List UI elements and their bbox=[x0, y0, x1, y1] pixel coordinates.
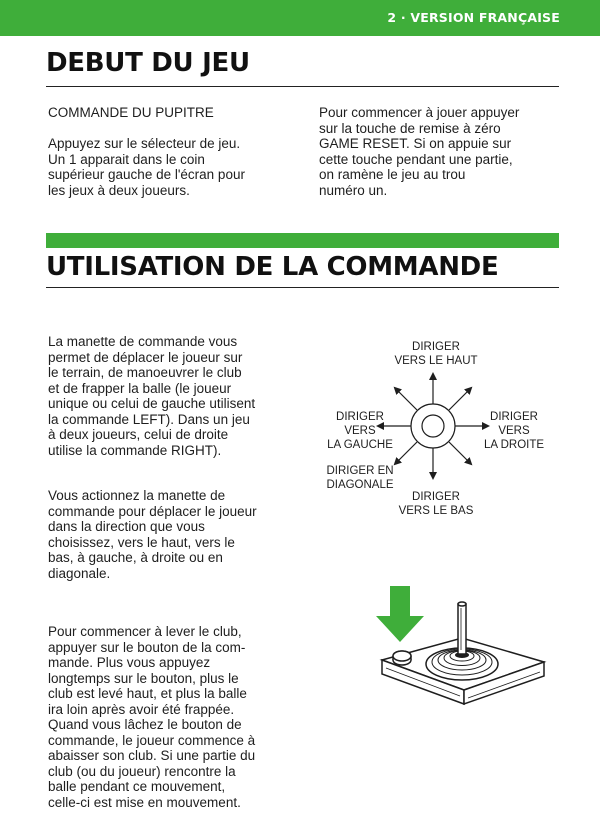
paragraph-direction: Vous actionnez la manette de commande pour déplacer le joueur dans la direction que vous choisissez, vers le haut, vers le bas, à gauche, à droite ou en diagonale. bbox=[48, 488, 257, 581]
joystick-icon bbox=[372, 580, 572, 710]
label-right: DIRIGER VERS LA DROITE bbox=[483, 411, 545, 451]
label-up: DIRIGER VERS LE HAUT bbox=[394, 341, 478, 367]
title-underline bbox=[46, 287, 559, 288]
section-title-utilisation: UTILISATION DE LA COMMANDE bbox=[46, 252, 499, 282]
section-title-debut: DEBUT DU JEU bbox=[46, 48, 250, 78]
paragraph-manette: La manette de commande vous permet de déplacer le joueur sur le terrain, de manoeuvrer le club et de frapper la balle (le joueur unique ou celui de gauche utilisent la commande LEFT). Dans un jeu à deux joueurs, celui de droite utilise la commande RIGHT). bbox=[48, 334, 256, 458]
center-ring-inner bbox=[422, 415, 444, 437]
arrow-downright-icon bbox=[449, 442, 471, 464]
paragraph-club: Pour commencer à lever le club, appuyer sur le bouton de la com- mande. Plus vous appuyez longtemps sur le bouton, plus le club est levé haut, et plus la balle ira loin après avoir été frappée. Quand vous lâchez le bouton de commande, le joueur commence à abaisser son club. Si une partie du club (ou du joueur) rencontre la balle pendant ce mouvement, celle-ci est mise en mouvement. bbox=[48, 624, 256, 810]
center-ring-outer bbox=[411, 404, 455, 448]
label-left: DIRIGER VERS LA GAUCHE bbox=[327, 411, 393, 451]
arrow-upright-icon bbox=[449, 388, 471, 410]
label-down: DIRIGER VERS LE BAS bbox=[398, 491, 474, 517]
green-divider-bar bbox=[46, 233, 559, 248]
paragraph-selecteur: Appuyez sur le sélecteur de jeu. Un 1 apparait dans le coin supérieur gauche de l'écran pour les jeux à deux joueurs. bbox=[48, 136, 245, 198]
label-diagonal: DIRIGER EN DIAGONALE bbox=[326, 465, 394, 491]
title-underline bbox=[46, 86, 559, 87]
subtitle-commande-pupitre: COMMANDE DU PUPITRE bbox=[48, 105, 214, 120]
section-label: 2 · VERSION FRANÇAISE bbox=[387, 10, 560, 25]
green-arrow-down-icon bbox=[376, 586, 424, 642]
arrow-upleft-icon bbox=[395, 388, 417, 410]
header-band bbox=[0, 0, 600, 36]
paragraph-game-reset: Pour commencer à jouer appuyer sur la touche de remise à zéro GAME RESET. Si on appuie sur cette touche pendant une partie, on ramène le jeu au trou numéro un. bbox=[319, 105, 520, 198]
